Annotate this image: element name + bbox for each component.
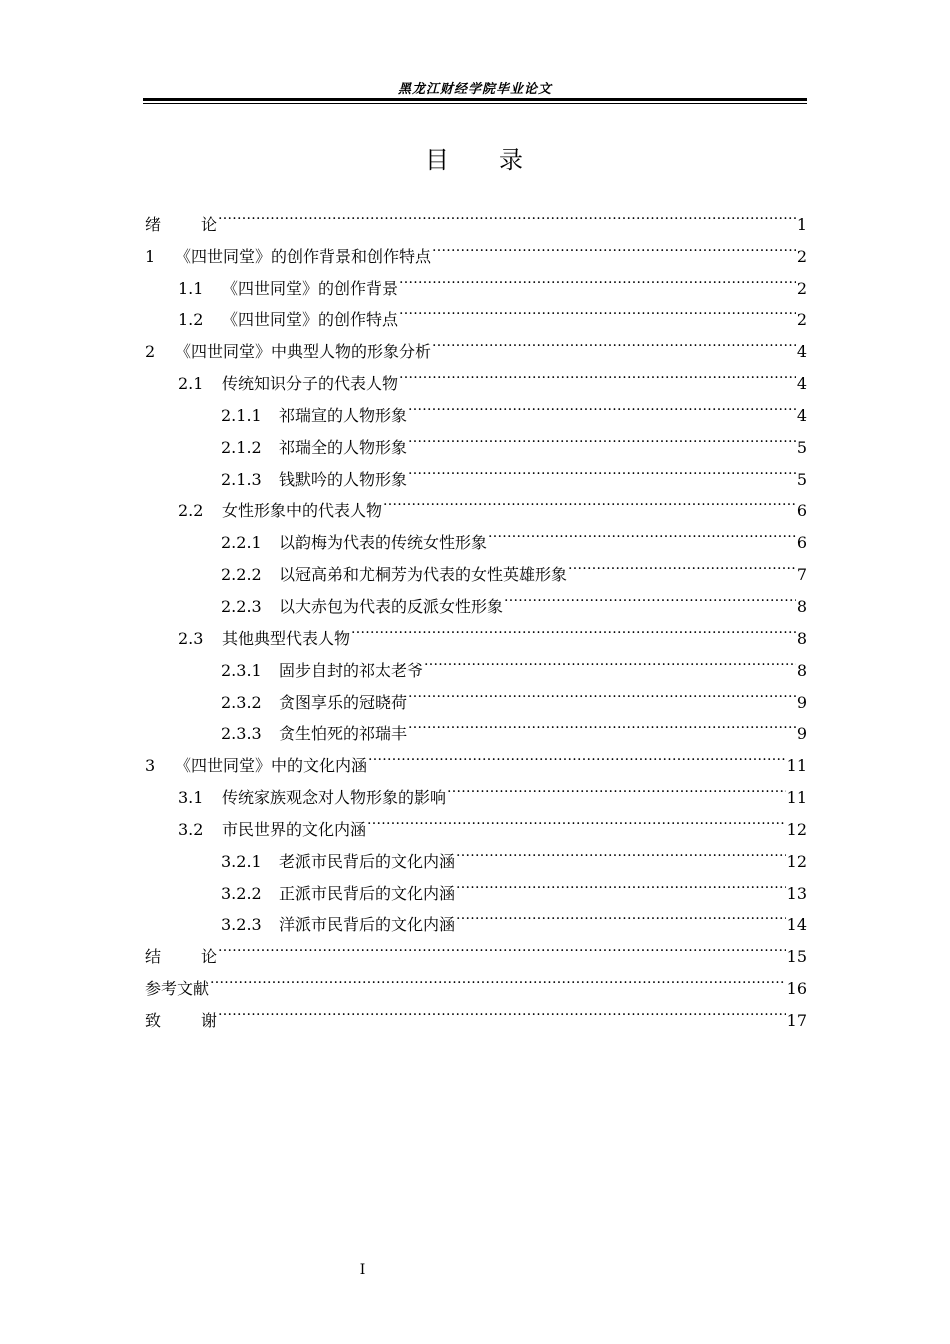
- toc-entry-page: 11: [786, 756, 807, 776]
- toc-dot-leader: [504, 580, 796, 612]
- toc-entry-title: 《四世同堂》的创作背景和创作特点: [175, 246, 432, 266]
- toc-entry-number: 3: [145, 756, 156, 776]
- toc-dot-leader: [456, 867, 786, 899]
- toc-dot-leader: [408, 421, 796, 453]
- toc-entry-number: 2.2.3: [221, 596, 262, 616]
- toc-entry-number: 2: [145, 342, 156, 362]
- toc-entry-page: 4: [796, 342, 807, 362]
- toc-dot-leader: [408, 676, 796, 708]
- toc-entry-title: 《四世同堂》的创作背景: [222, 278, 399, 298]
- toc-dot-leader: [432, 230, 796, 262]
- toc-dot-leader: [399, 294, 796, 326]
- toc-dot-leader: [218, 994, 786, 1026]
- page-title: [0, 140, 950, 175]
- header-rule-thick: [143, 98, 807, 101]
- toc-entry-page: 12: [786, 819, 807, 839]
- toc-entry-title: 传统知识分子的代表人物: [222, 374, 399, 394]
- toc-entry-number: 3.2: [178, 819, 204, 839]
- toc-entry-number: 1.2: [178, 310, 204, 330]
- toc-entry-page: 4: [796, 405, 807, 425]
- header-rule-thin: [143, 103, 807, 104]
- toc-entry-title: 致谢: [145, 1010, 258, 1030]
- toc-dot-leader: [456, 835, 786, 867]
- toc-entry-number: 1.1: [178, 278, 204, 298]
- toc-dot-leader: [399, 357, 796, 389]
- toc-entry-number: 2.1.2: [221, 437, 262, 457]
- toc-entry-title: 《四世同堂》中典型人物的形象分析: [175, 342, 432, 362]
- toc-entry-page: 1: [796, 214, 807, 234]
- toc-entry-page: 7: [796, 565, 807, 585]
- toc-dot-leader: [408, 453, 796, 485]
- toc-entry-title: 钱默吟的人物形象: [279, 469, 408, 489]
- toc-dot-leader: [432, 325, 796, 357]
- toc-entry-title: 绪论: [145, 214, 258, 234]
- toc-entry-title: 贪生怕死的祁瑞丰: [279, 724, 408, 744]
- toc-dot-leader: [218, 930, 786, 962]
- toc-entry-page: 11: [786, 788, 807, 808]
- toc-entry-page: 5: [796, 437, 807, 457]
- toc-entry-page: 9: [796, 724, 807, 744]
- toc-dot-leader: [408, 708, 796, 740]
- toc-entry-page: 8: [796, 660, 807, 680]
- toc-entry-number: 2.3: [178, 628, 204, 648]
- toc-entry-number: 2.3.3: [221, 724, 262, 744]
- toc-entry-number: 2.3.1: [221, 660, 262, 680]
- toc-entry-number: 2.2: [178, 501, 204, 521]
- running-header: 黑龙江财经学院毕业论文: [397, 82, 552, 97]
- toc-entry-title: 《四世同堂》的创作特点: [222, 310, 399, 330]
- toc-entry-number: 3.2.3: [221, 915, 262, 935]
- toc-entry-number: 3.1: [178, 788, 204, 808]
- toc-entry-title: 传统家族观念对人物形象的影响: [222, 788, 447, 808]
- toc-entry-page: 6: [796, 533, 807, 553]
- toc-entry-title: 正派市民背后的文化内涵: [279, 883, 456, 903]
- toc-dot-leader: [210, 962, 786, 994]
- toc-entry-page: 2: [796, 278, 807, 298]
- toc-dot-leader: [424, 644, 796, 676]
- toc-entry-page: 2: [796, 310, 807, 330]
- toc-entry-title: 以冠高弟和尤桐芳为代表的女性英雄形象: [279, 565, 568, 585]
- toc-entry[interactable]: [145, 930, 807, 967]
- toc-entry-page: 8: [796, 628, 807, 648]
- toc-entry-title: 市民世界的文化内涵: [222, 819, 367, 839]
- toc-entry-number: 2.1: [178, 374, 204, 394]
- toc-entry-page: 13: [786, 883, 807, 903]
- title-char-left: 目: [425, 146, 451, 174]
- toc-entry-page: 15: [786, 947, 807, 967]
- toc-dot-leader: [383, 485, 796, 517]
- toc-entry-title: 固步自封的祁太老爷: [279, 660, 424, 680]
- toc-entry-page: 5: [796, 469, 807, 489]
- toc-entry[interactable]: [145, 962, 807, 999]
- toc-entry-title: 结论: [145, 947, 258, 967]
- toc-dot-leader: [218, 198, 796, 230]
- toc-entry-title: 以韵梅为代表的传统女性形象: [279, 533, 488, 553]
- toc-entry-page: 14: [786, 915, 807, 935]
- toc-entry-title: 洋派市民背后的文化内涵: [279, 915, 456, 935]
- page-number: I: [359, 1262, 366, 1278]
- toc-entry-number: 2.3.2: [221, 692, 262, 712]
- toc-entry-number: 2.2.2: [221, 565, 262, 585]
- toc-entry-title: 老派市民背后的文化内涵: [279, 851, 456, 871]
- toc-entry[interactable]: [145, 198, 807, 234]
- toc-dot-leader: [488, 516, 796, 548]
- toc-dot-leader: [568, 548, 796, 580]
- toc-entry-page: 12: [786, 851, 807, 871]
- toc-entry-title: 其他典型代表人物: [222, 628, 351, 648]
- table-of-contents: [145, 198, 807, 1030]
- toc-dot-leader: [351, 612, 796, 644]
- toc-dot-leader: [408, 389, 796, 421]
- toc-entry-page: 6: [796, 501, 807, 521]
- toc-entry-number: 3.2.1: [221, 851, 262, 871]
- toc-dot-leader: [368, 739, 786, 771]
- toc-entry-page: 16: [786, 979, 807, 999]
- toc-entry-number: 1: [145, 246, 156, 266]
- toc-dot-leader: [367, 803, 786, 835]
- toc-dot-leader: [456, 899, 786, 931]
- toc-entry-page: 17: [786, 1010, 807, 1030]
- toc-entry[interactable]: [145, 994, 807, 1030]
- toc-entry-title: 以大赤包为代表的反派女性形象: [279, 596, 504, 616]
- toc-dot-leader: [399, 262, 796, 294]
- toc-entry-title: 贪图享乐的冠晓荷: [279, 692, 408, 712]
- toc-entry-page: 9: [796, 692, 807, 712]
- toc-entry-page: 2: [796, 246, 807, 266]
- toc-entry-number: 3.2.2: [221, 883, 262, 903]
- toc-entry-number: 2.2.1: [221, 533, 262, 553]
- toc-entry-title: 参考文献: [145, 979, 210, 999]
- toc-entry-title: 祁瑞宣的人物形象: [279, 405, 408, 425]
- toc-entry-page: 4: [796, 374, 807, 394]
- toc-entry-title: 《四世同堂》中的文化内涵: [175, 756, 368, 776]
- toc-entry-number: 2.1.3: [221, 469, 262, 489]
- title-char-right: 录: [499, 146, 525, 174]
- toc-entry-title: 祁瑞全的人物形象: [279, 437, 408, 457]
- toc-entry-title: 女性形象中的代表人物: [222, 501, 383, 521]
- toc-dot-leader: [447, 771, 786, 803]
- toc-entry-number: 2.1.1: [221, 405, 262, 425]
- toc-entry-page: 8: [796, 596, 807, 616]
